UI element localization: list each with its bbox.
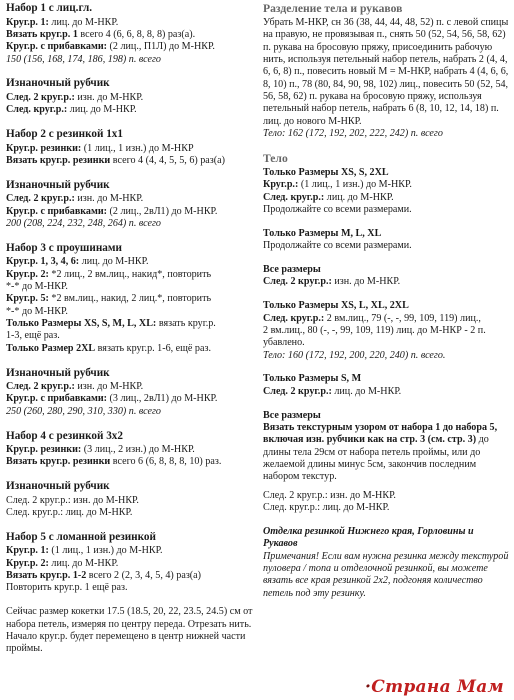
- label-bold: Круг.р. с прибавками:: [6, 205, 108, 217]
- label-bold: Круг.р. с прибавками:: [6, 393, 108, 405]
- subsection-title: Только Размеры XS, S, 2XL: [263, 166, 389, 178]
- section-title: Изнаночный рубчик: [6, 77, 110, 90]
- label-bold: След. 2 круг.р.:: [263, 385, 332, 397]
- subsection-title: Все размеры: [263, 264, 321, 275]
- label-bold: Круг.р. 5:: [6, 293, 49, 305]
- instruction-text: всего 6 (6, 8, 8, 8, 10) раз.: [110, 456, 222, 468]
- label-text: След. круг.р.:: [263, 502, 321, 513]
- subsection-all-sizes-2: [263, 410, 509, 515]
- label-bold: След. круг.р.:: [263, 312, 325, 324]
- section-nabor-3: [6, 242, 256, 355]
- section-title: Набор 1 с лиц.гл.: [6, 2, 93, 14]
- instruction-text: (1 лиц., 1 изн.) до М-НКР.: [298, 179, 412, 191]
- section-title: Изнаночный рубчик: [6, 178, 110, 191]
- instruction-text: изн. до М-НКР.: [331, 276, 401, 288]
- instruction-text: (3 лиц., 2 изн.) до М-НКР.: [81, 444, 195, 456]
- label-bold: Вязать круг.р. резинки: [6, 154, 111, 166]
- label-bold: Круг.р. 1, 3, 4, 6:: [6, 256, 80, 268]
- section-title: Набор 5 с ломанной резинкой: [6, 530, 156, 543]
- label-bold: След. 2 круг.р.:: [6, 91, 75, 103]
- instruction-text: Повторить круг.р. 1 ещё раз.: [6, 582, 128, 594]
- instruction-text: изн. до М-НКР.: [74, 193, 144, 205]
- label-bold: Вязать круг.р. 1: [6, 28, 78, 40]
- label-bold: Круг.р. резинки:: [6, 444, 82, 456]
- instruction-text: След. круг.р.: лиц. до М-НКР.: [6, 507, 133, 519]
- left-column: [6, 2, 256, 656]
- section-title: Изнаночный рубчик: [6, 366, 110, 379]
- subsection-sizes-xs-l-xl-2xl: [263, 300, 509, 362]
- label-bold: След. 2 круг.р.:: [263, 276, 332, 288]
- note-paragraph: Примечания! Если вам нужна резинка между текстурой пуловера / топа и отделочной резинкой, вы можете вязать все края резинкой 2х2, подгоняя количество петель под эту резинку.: [263, 550, 509, 599]
- subsection-title: Все размеры: [263, 409, 321, 421]
- instruction-text: лиц. до М-НКР.: [324, 191, 394, 203]
- section-title: Набор 3 с проушинами: [6, 241, 122, 254]
- instruction-paragraph: Убрать М-НКР, сн 36 (38, 44, 44, 48, 52) п. с левой спицы на правую, не провязывая п., снять 50 (52, 54, 56, 58, 62) п. рукава на бросовую пряжу, присоединить рабочую нить, используя петельный набор петель, набрать 2 (4, 4, 6, 6, 8) п., повесить новый М = М-НКР, набрать 4 (4, 6, 6, 8, 10) п., 78 (80, 84, 90, 98, 102) лиц., повесить 50 (52, 54, 56, 58, 62) п. рукава на бросовую пряжу, используя петельный набор петель, набрать 6 (8, 10, 12, 14, 18) п. лиц. до нового М-НКР.: [263, 17, 509, 127]
- instruction-text: изн. до М-НКР.: [74, 381, 144, 393]
- stitch-total: 200 (208, 224, 232, 248, 264) п. всего: [6, 217, 161, 229]
- stitch-total: 150 (156, 168, 174, 186, 198) п. всего: [6, 53, 161, 65]
- instruction-text: лиц. до М-НКР.: [67, 104, 137, 116]
- label-bold: След. круг.р.:: [6, 104, 68, 116]
- instruction-text: изн. до М-НКР.: [74, 91, 144, 103]
- instruction-text: (2 лиц., П1Л) до М-НКР.: [107, 41, 215, 53]
- label-bold: Вязать текстурным узором от набора 1 до набора 5, включая изн. рубчики как на стр. 3 (см. стр. 3): [263, 421, 498, 446]
- instruction-text: лиц. до М-НКР.: [331, 385, 402, 397]
- instruction-text: лиц. до М-НКР.: [320, 502, 390, 513]
- subsection-all-sizes-1: [263, 264, 509, 289]
- instruction-text: вязать круг.р. 1-6, ещё раз.: [95, 342, 211, 354]
- label-bold: Только Размер 2XL: [6, 342, 96, 354]
- section-title: Разделение тела и рукавов: [263, 2, 403, 15]
- instruction-text: лиц. до М-НКР.: [48, 16, 119, 28]
- stitch-total: Тело: 162 (172, 192, 202, 222, 242) п. всего: [263, 128, 443, 140]
- instruction-text: (2 лиц., 2вЛ1) до М-НКР.: [107, 205, 218, 217]
- section-reverse-rib-1: [6, 77, 256, 116]
- section-nabor-1: [6, 2, 256, 66]
- instruction-text: вязать круг.р.: [156, 318, 216, 329]
- subsection-title: Только Размеры XS, L, XL, 2XL: [263, 300, 409, 312]
- section-title: Набор 2 с резинкой 1х1: [6, 128, 123, 141]
- section-title: Изнаночный рубчик: [6, 480, 110, 493]
- label-bold: Круг.р.:: [263, 179, 299, 191]
- instruction-text: (1 лиц., 1 изн.) до М-НКР.: [48, 545, 163, 557]
- closing-paragraph: Сейчас размер кокетки 17.5 (18.5, 20, 22, 23.5, 24.5) см от набора петель, измеряя по центру переда. Отрезать нить. Начало круг.р. будет перемещено в центр нижней части проймы.: [6, 606, 253, 655]
- subsection-title: Только Размеры M, L, XL: [263, 227, 382, 239]
- instruction-text: *-* до М-НКР.: [6, 280, 68, 292]
- instruction-text: всего 4 (6, 6, 8, 8, 8) раз(а).: [77, 28, 196, 40]
- instruction-text: лиц. до М-НКР.: [48, 557, 119, 569]
- section-title: Отделка резинкой Нижнего края, Горловины и Рукавов: [263, 525, 474, 550]
- section-ribbing-finish: [263, 526, 509, 600]
- label-bold: Круг.р. 1:: [6, 545, 49, 557]
- subsection-title: Только Размеры S, M: [263, 373, 362, 385]
- instruction-text: изн. до М-НКР.: [327, 489, 396, 501]
- instruction-text: 2 вм.лиц., 80 (-, -, 99, 109, 119) лиц. до М-НКР - 2 п. убавлено.: [263, 324, 486, 349]
- section-body-sleeve-split: [263, 2, 509, 140]
- section-reverse-rib-2: [6, 179, 256, 231]
- right-column: [263, 2, 509, 600]
- section-body: [263, 152, 509, 514]
- instruction-text: всего 2 (2, 3, 4, 5, 4) раз(а): [86, 570, 202, 582]
- subsection-sizes-xs-s-2xl: [263, 167, 509, 216]
- label-bold: Вязать круг.р. резинки: [6, 456, 111, 468]
- instruction-text: 2 вм.лиц., 79 (-, -, 99, 109, 119) лиц.,: [324, 312, 481, 324]
- instruction-text: *-* до М-НКР.: [6, 305, 68, 317]
- section-nabor-4: [6, 430, 256, 469]
- label-bold: Вязать круг.р. 1-2: [6, 570, 87, 582]
- instruction-text: лиц. до М-НКР.: [79, 256, 149, 268]
- label-bold: Круг.р. 2:: [6, 268, 49, 280]
- instruction-text: 1-3, ещё раз.: [6, 330, 60, 342]
- subsection-sizes-s-m: [263, 373, 509, 398]
- instruction-text: всего 4 (4, 4, 5, 5, 6) раз(а): [110, 154, 225, 166]
- instruction-text: *2 лиц., 2 вм.лиц., накид*, повторить: [48, 268, 212, 280]
- label-bold: След. 2 круг.р.:: [6, 381, 75, 393]
- label-bold: След. круг.р.:: [263, 191, 325, 203]
- stitch-total: 250 (260, 280, 290, 310, 330) п. всего: [6, 405, 161, 417]
- subsection-sizes-m-l-xl: [263, 228, 509, 253]
- logo-text: Страна Мам: [371, 677, 504, 697]
- instruction-text: След. 2 круг.р.: изн. до М-НКР.: [6, 494, 139, 506]
- label-bold: Только Размеры XS, S, M, L, XL:: [6, 318, 157, 329]
- section-reverse-rib-3: [6, 367, 256, 419]
- label-bold: Круг.р. с прибавками:: [6, 41, 108, 53]
- section-nabor-2: [6, 128, 256, 167]
- section-title: Набор 4 с резинкой 3х2: [6, 429, 123, 442]
- section-nabor-5: [6, 531, 256, 595]
- instruction-text: *2 вм.лиц., накид, 2 лиц.*, повторить: [48, 293, 212, 305]
- site-logo: ·Страна Мам: [365, 677, 504, 697]
- instruction-text: до длины тела 29см от набора петель проймы, или до желаемой длины минус 5см, закончив последним набором текстур.: [263, 434, 489, 483]
- label-bold: Круг.р. 1:: [6, 16, 49, 28]
- label-bold: Круг.р. резинки:: [6, 142, 82, 154]
- stitch-total: Тело: 160 (172, 192, 200, 220, 240) п. всего.: [263, 349, 446, 361]
- instruction-text: Продолжайте со всеми размерами.: [263, 240, 412, 252]
- instruction-text: Продолжайте со всеми размерами.: [263, 203, 412, 215]
- instruction-text: (1 лиц., 1 изн.) до М-НКР: [81, 142, 194, 154]
- label-bold: Круг.р. 2:: [6, 557, 49, 569]
- section-reverse-rib-4: [6, 480, 256, 519]
- label-text: След. 2 круг.р.:: [263, 489, 328, 501]
- label-bold: След. 2 круг.р.:: [6, 193, 75, 205]
- section-title: Тело: [263, 151, 288, 165]
- instruction-text: (3 лиц., 2вЛ1) до М-НКР.: [107, 393, 218, 405]
